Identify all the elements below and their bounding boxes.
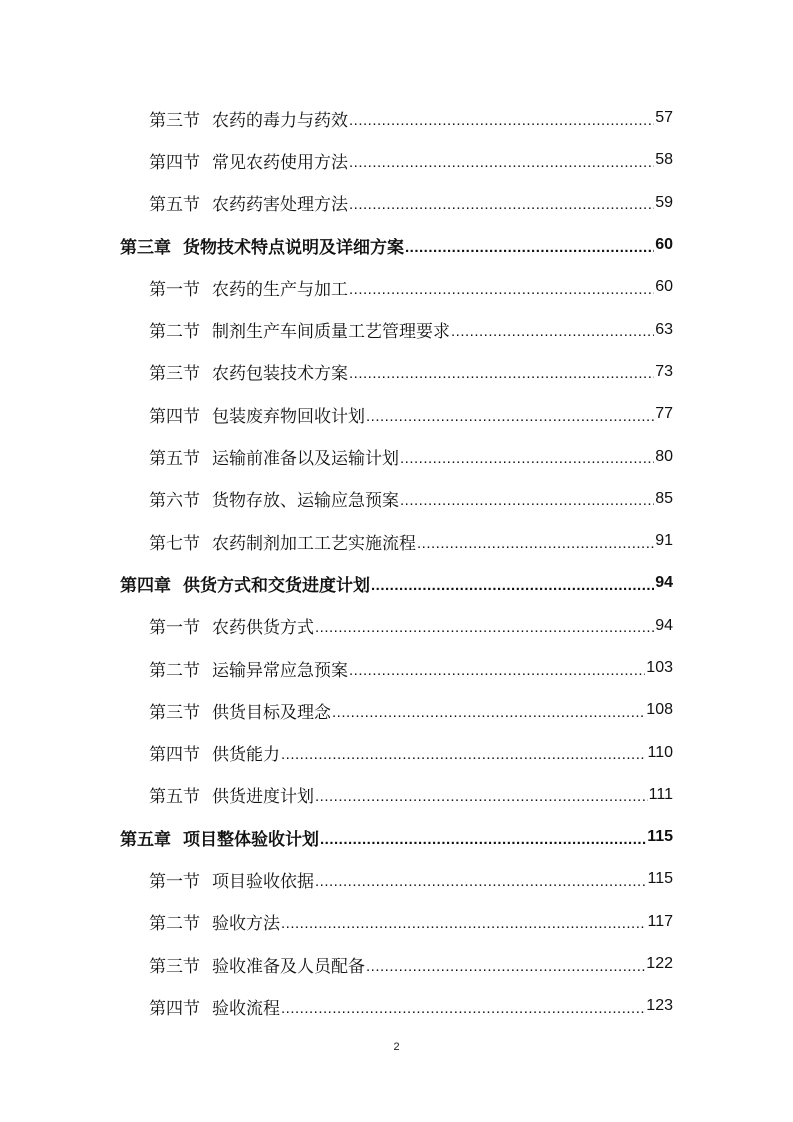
table-of-contents: [0, 97, 793, 1028]
toc-entry-title: 第二节 制剂生产车间质量工艺管理要求: [149, 322, 450, 343]
toc-entry-page: 85: [655, 489, 673, 507]
toc-entry[interactable]: [0, 731, 793, 773]
toc-entry-title: 第三节 农药包装技术方案: [149, 364, 348, 385]
toc-entry[interactable]: [0, 478, 793, 520]
toc-dot-leader: [281, 746, 646, 763]
toc-entry-title: 第三节 供货目标及理念: [149, 702, 331, 723]
toc-chapter-page: 60: [655, 236, 673, 254]
toc-entry[interactable]: [0, 774, 793, 816]
toc-entry[interactable]: [0, 139, 793, 181]
toc-entry-page: 94: [655, 616, 673, 634]
toc-chapter-entry[interactable]: [0, 816, 793, 858]
toc-entry-page: 103: [646, 659, 673, 676]
toc-dot-leader: [451, 323, 654, 340]
toc-entry-page: 117: [647, 912, 673, 930]
toc-dot-leader: [315, 788, 648, 805]
toc-entry-page: 80: [655, 447, 673, 465]
toc-dot-leader: [349, 662, 645, 679]
toc-entry[interactable]: [0, 689, 793, 731]
toc-entry[interactable]: [0, 393, 793, 435]
toc-entry-page: 111: [648, 785, 673, 803]
toc-dot-leader: [366, 408, 654, 425]
toc-entry-title: 第三节 验收准备及人员配备: [149, 956, 365, 977]
toc-dot-leader: [281, 915, 646, 932]
toc-entry-title: 第一节 农药供货方式: [149, 618, 314, 639]
toc-entry-page: 110: [647, 743, 673, 761]
toc-entry-page: 115: [647, 870, 673, 888]
toc-chapter-page: 94: [655, 574, 673, 592]
toc-dot-leader: [405, 239, 654, 256]
toc-entry-title: 第四节 包装废弃物回收计划: [149, 406, 365, 427]
toc-entry[interactable]: [0, 901, 793, 943]
toc-dot-leader: [400, 492, 654, 509]
toc-chapter-page: 115: [647, 828, 673, 846]
toc-entry-page: 122: [646, 955, 673, 973]
toc-dot-leader: [371, 577, 654, 594]
toc-entry-title: 第五节 运输前准备以及运输计划: [149, 449, 399, 470]
toc-entry-title: 第四节 验收流程: [149, 998, 280, 1019]
toc-dot-leader: [349, 196, 654, 213]
toc-entry[interactable]: [0, 308, 793, 350]
toc-entry-page: 60: [655, 278, 673, 296]
toc-entry-page: 57: [655, 109, 673, 127]
toc-dot-leader: [332, 704, 645, 721]
toc-dot-leader: [320, 831, 646, 848]
toc-dot-leader: [281, 1000, 645, 1017]
toc-entry-page: 108: [646, 701, 673, 719]
toc-dot-leader: [400, 450, 654, 467]
toc-entry[interactable]: [0, 435, 793, 477]
toc-entry[interactable]: [0, 97, 793, 139]
toc-entry-page: 59: [655, 193, 673, 211]
page-number: 2: [393, 1041, 400, 1053]
toc-entry-page: 123: [646, 997, 673, 1015]
toc-chapter-entry[interactable]: [0, 562, 793, 604]
toc-dot-leader: [315, 873, 646, 890]
toc-entry[interactable]: [0, 943, 793, 985]
toc-entry-title: 第七节 农药制剂加工工艺实施流程: [149, 533, 416, 554]
toc-entry-page: 63: [655, 320, 673, 338]
toc-entry-title: 第六节 货物存放、运输应急预案: [149, 491, 399, 512]
toc-chapter-title: 第三章 货物技术特点说明及详细方案: [120, 237, 404, 258]
toc-dot-leader: [315, 619, 654, 636]
toc-entry[interactable]: [0, 605, 793, 647]
toc-entry-title: 第一节 项目验收依据: [149, 871, 314, 892]
toc-dot-leader: [366, 958, 645, 975]
toc-entry[interactable]: [0, 351, 793, 393]
toc-entry-page: 77: [655, 405, 673, 423]
toc-chapter-title: 第五章 项目整体验收计划: [120, 829, 319, 850]
toc-dot-leader: [417, 535, 654, 552]
toc-entry[interactable]: [0, 858, 793, 900]
toc-entry-title: 第二节 运输异常应急预案: [149, 660, 348, 681]
toc-entry-page: 58: [655, 151, 673, 169]
toc-entry-title: 第二节 验收方法: [149, 914, 280, 935]
toc-entry[interactable]: [0, 985, 793, 1027]
toc-entry-title: 第五节 供货进度计划: [149, 787, 314, 808]
toc-entry-title: 第一节 农药的生产与加工: [149, 279, 348, 300]
toc-entry-title: 第四节 供货能力: [149, 745, 280, 766]
toc-chapter-entry[interactable]: [0, 224, 793, 266]
toc-dot-leader: [349, 281, 654, 298]
toc-entry-title: 第五节 农药药害处理方法: [149, 195, 348, 216]
toc-entry-title: 第三节 农药的毒力与药效: [149, 110, 348, 131]
toc-entry[interactable]: [0, 266, 793, 308]
toc-dot-leader: [349, 365, 654, 382]
toc-dot-leader: [349, 112, 654, 129]
toc-entry[interactable]: [0, 520, 793, 562]
toc-entry[interactable]: [0, 182, 793, 224]
toc-entry-title: 第四节 常见农药使用方法: [149, 152, 348, 173]
toc-chapter-title: 第四章 供货方式和交货进度计划: [120, 575, 370, 596]
toc-entry[interactable]: [0, 647, 793, 689]
toc-dot-leader: [349, 154, 654, 171]
toc-entry-page: 91: [655, 532, 673, 550]
toc-entry-page: 73: [655, 362, 673, 380]
